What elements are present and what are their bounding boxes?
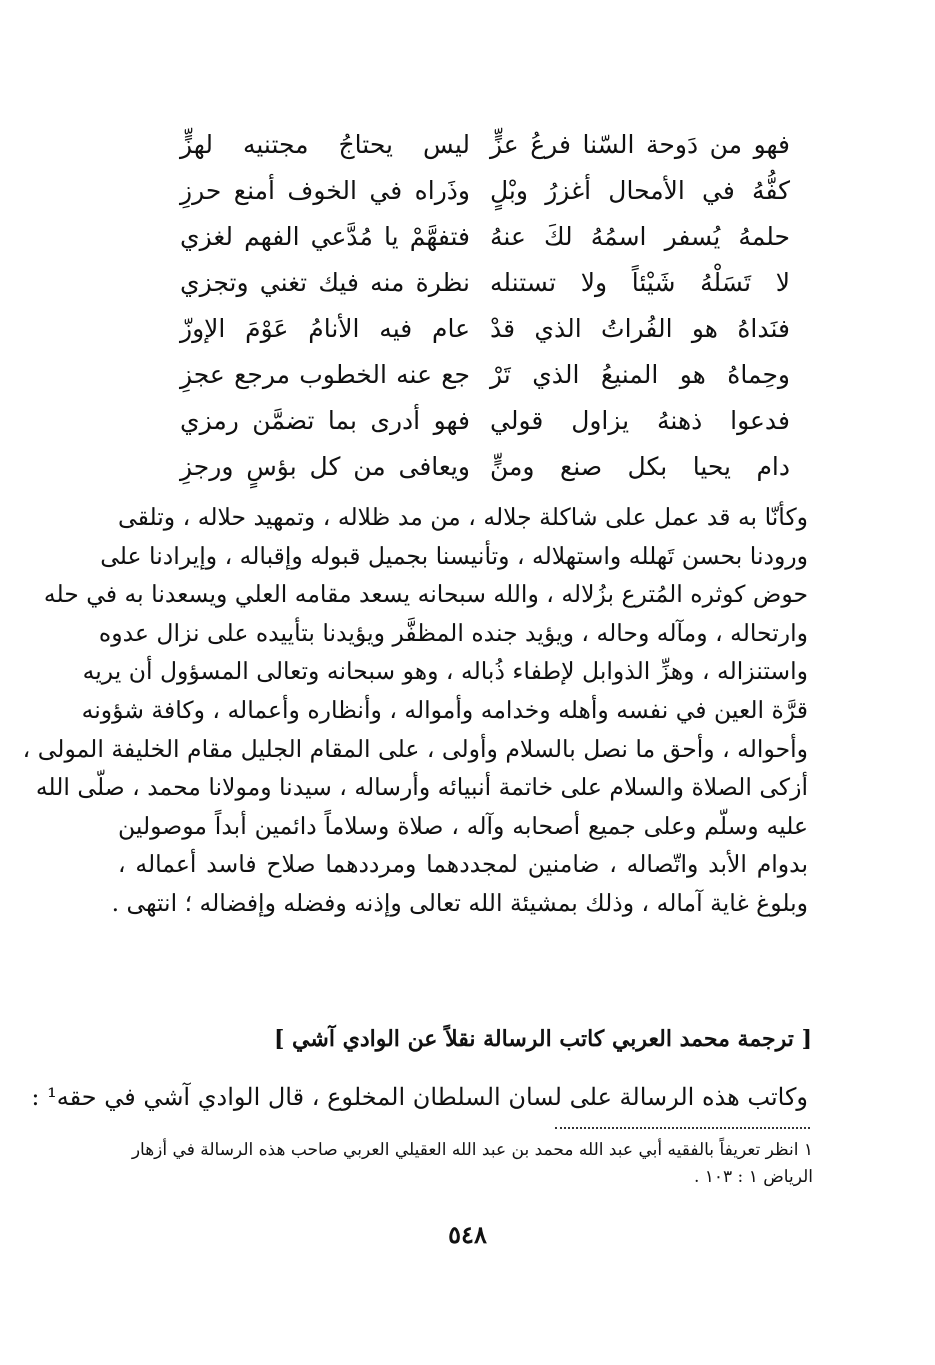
verse-first-hemistich: دام يحيا بكل صنع ومنٍّ	[490, 452, 790, 481]
verse-first-hemistich: لا تَسَلْهُ شَيْئاً ولا تستنله	[490, 268, 790, 297]
prose-line: واستنزاله ، وهزِّ الذوابل لإطفاء ذُباله ، وهو سبحانه وتعالى المسؤول أن يريه	[82, 657, 808, 686]
verse-second-hemistich: ليس يحتاجُ مجتنيه لهزٍّ	[180, 130, 470, 159]
verse-second-hemistich: عام فيه الأنامُ عَوْمَ الإوزّ	[180, 314, 470, 343]
poem-verse	[150, 309, 790, 349]
footnote-separator	[555, 1127, 810, 1129]
section-heading: [ ترجمة محمد العربي كاتب الرسالة نقلاً عن الوادي آشي ]	[273, 1026, 812, 1052]
verse-first-hemistich: فهو من دَوحة السّنا فرعُ عزٍّ	[490, 130, 790, 159]
poem-verse	[150, 447, 790, 487]
verse-first-hemistich: حلمهُ يُسفر اسمُهُ لكَ عنهُ	[490, 222, 790, 251]
verse-second-hemistich: نظرة منه فيك تغني وتجزي	[180, 268, 470, 297]
verse-first-hemistich: فنَداهُ هو الفُراتُ الذي قدْ	[490, 314, 790, 343]
verse-second-hemistich: فهو أدرى بما تضمَّن رمزي	[180, 406, 470, 435]
poem-verse	[150, 401, 790, 441]
page-number: ٥٤٨	[448, 1220, 487, 1249]
poem-verse	[150, 263, 790, 303]
prose-line: قرَّة العين في نفسه وأهله وخدامه وأمواله ، وأنظاره وأعماله ، وكافة شؤونه	[81, 695, 808, 724]
footnote-line: ١ انظر تعريفاً بالفقيه أبي عبد الله محمد بن عبد الله العقيلي العربي صاحب هذه الرسالة في أزهار	[131, 1140, 813, 1160]
prose-line: وكأنّا به قد عمل على شاكلة جلاله ، من مد ظلاله ، وتمهيد حلاله ، وتلقى	[118, 503, 808, 531]
prose-line: بدوام الأبد واتّصاله ، ضامنين لمجددهما ومرددهما صلاح فاسد أعماله ،	[118, 850, 808, 879]
prose-line: وارتحاله ، ومآله وحاله ، ويؤيد جنده المظفَّر ويؤيدنا بتأييده على نزال عدوه	[98, 618, 808, 647]
poem-verse	[150, 125, 790, 165]
footnote-line: الرياض ١ : ١٠٣ .	[693, 1167, 813, 1187]
prose-line: عليه وسلّم وعلى جميع أصحابه وآله ، صلاة وسلاماً دائمين أبداً موصولين	[118, 811, 808, 840]
verse-second-hemistich: وذَراه في الخوف أمنع حرزِ	[180, 176, 470, 205]
prose-line: ورودنا بحسن تَهلله واستهلاله ، وتأنيسنا بجميل قبوله وإقباله ، وإيرادنا على	[100, 541, 808, 570]
prose-line: حوض كوثره المُترع بزُلاله ، والله سبحانه يسعد مقامه العلي ويسعدنا به في حله	[43, 580, 808, 609]
prose-line: وبلوغ غاية آماله ، وذلك بمشيئة الله تعالى وإذنه وفضله وإفضاله ؛ انتهى .	[111, 888, 808, 917]
prose-paragraph	[22, 498, 808, 923]
verse-first-hemistich: فدعوا ذهنهُ يزاول قولي	[490, 406, 790, 435]
prose-line: أزكى الصلاة والسلام على خاتمة أنبيائه وأرساله ، سيدنا ومولانا محمد ، صلّى الله	[35, 773, 808, 802]
poem-verse	[150, 171, 790, 211]
verse-first-hemistich: وحِماهُ هو المنيعُ الذي تَرْ	[490, 360, 790, 389]
verse-second-hemistich: جع عنه الخطوب مرجع عجزِ	[180, 360, 470, 389]
footnote	[125, 1137, 813, 1191]
prose-line: وأحواله ، وأحق ما نصل بالسلام وأولى ، على المقام الجليل مقام الخليفة المولى ،	[22, 734, 808, 763]
poem-verse	[150, 217, 790, 257]
verse-second-hemistich: ويعافى من كل بؤسٍ ورجزِ	[180, 452, 470, 481]
verse-second-hemistich: فتفهَّمْ يا مُدَّعي الفهم لغزي	[180, 222, 470, 251]
verse-first-hemistich: كفُّهُ في الأمحال أغزرُ وبْلٍ	[490, 176, 790, 205]
intro-line: وكاتب هذه الرسالة على لسان السلطان المخلوع ، قال الوادي آشي في حقه¹ :	[31, 1083, 808, 1111]
poem-verse	[150, 355, 790, 395]
